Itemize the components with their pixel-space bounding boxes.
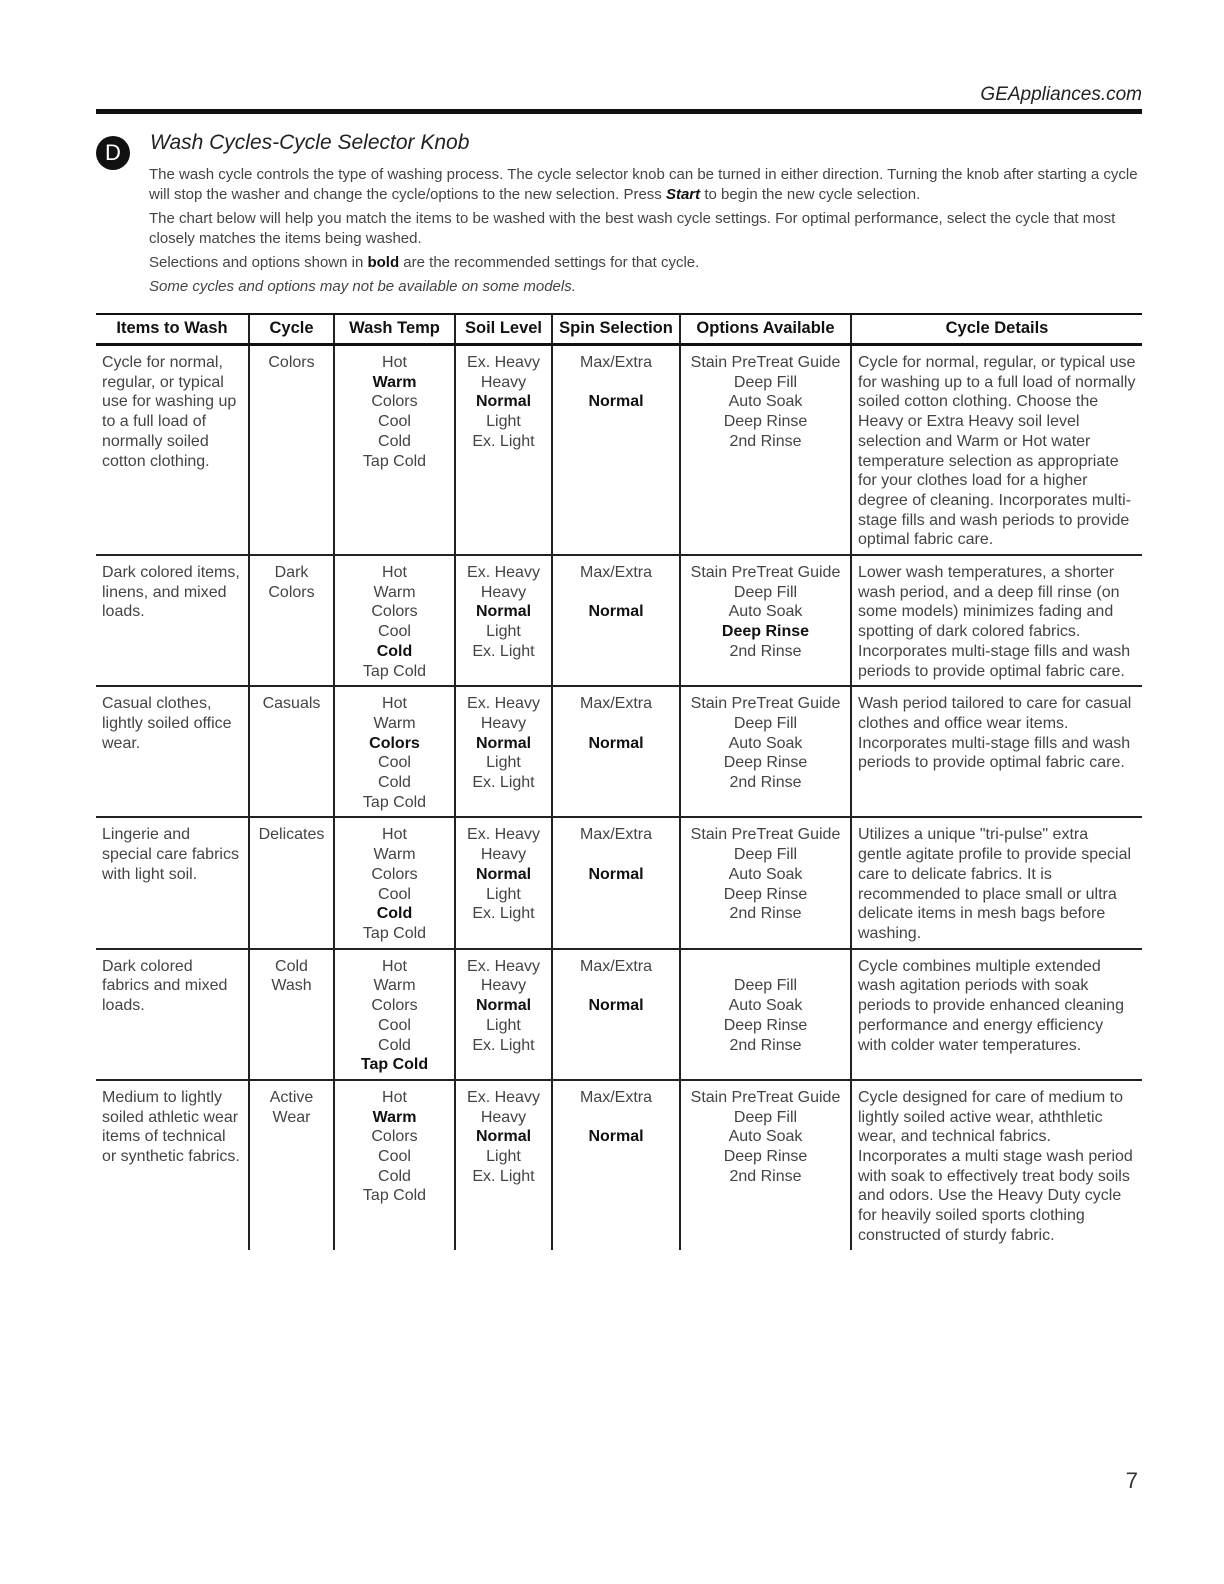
options-available-cell-value: Deep Rinse <box>723 754 808 772</box>
cycle-details-cell: Cycle combines multiple extended wash agitation periods with soak periods to provide enhanced cleaning performance and energy efficiency with colder water temperatures. <box>851 949 1142 1080</box>
cycle-details-cell: Cycle designed for care of medium to lightly soiled active wear, aththletic wear, and technical fabrics. Incorporates a multi stage wash period with soak to effectively treat body soils and odors. Use the Heavy Duty cycle for heavily soiled sports clothing constructed of sturdy fabric. <box>851 1080 1142 1250</box>
intro-paragraph-1 <box>149 165 1139 205</box>
soil-level-cell <box>455 817 552 948</box>
table-row <box>96 555 1142 686</box>
site-url: GEAppliances.com <box>980 84 1142 105</box>
options-available-cell-value: Deep Rinse <box>723 1148 808 1166</box>
cycle-name-cell: Active Wear <box>249 1080 334 1250</box>
table-row <box>96 1080 1142 1250</box>
spin-selection-cell-value <box>559 976 673 996</box>
options-available-cell-value: Stain PreTreat Guide <box>690 826 841 844</box>
spin-selection-cell-value: Normal <box>588 393 644 411</box>
wash-temp-cell-value: Tap Cold <box>362 662 427 680</box>
options-available-cell <box>680 345 851 556</box>
wash-temp-cell-value: Cool <box>378 885 411 903</box>
wash-cycle-table <box>96 313 1142 1250</box>
wash-temp-cell-value: Colors <box>371 1128 418 1146</box>
spin-selection-cell <box>552 949 680 1080</box>
items-to-wash-cell: Cycle for normal, regular, or typical use for washing up to a full load of normally soiled cotton clothing. <box>96 345 249 556</box>
spin-selection-cell-value: Max/Extra <box>579 354 652 371</box>
options-available-cell <box>680 1080 851 1250</box>
table-row <box>96 686 1142 817</box>
wash-temp-cell-value: Warm <box>373 977 416 995</box>
intro-1-text-end: to begin the new cycle selection. <box>700 186 921 203</box>
options-available-cell-value: 2nd Rinse <box>729 1167 802 1185</box>
intro-text <box>149 165 1139 301</box>
wash-temp-cell <box>334 555 455 686</box>
spin-selection-cell-value <box>559 583 673 603</box>
wash-temp-cell-value: Colors <box>371 393 418 411</box>
options-available-cell-value: Auto Soak <box>728 1128 803 1146</box>
soil-level-cell-value: Light <box>486 623 521 641</box>
soil-level-cell <box>455 345 552 556</box>
cycle-details-cell: Lower wash temperatures, a shorter wash period, and a deep fill rinse (on some models) minimizes fading and spotting of dark colored fabrics. Incorporates multi-stage fills and wash periods to provide optimal fabric care. <box>851 555 1142 686</box>
spin-selection-cell <box>552 345 680 556</box>
options-available-cell <box>680 686 851 817</box>
soil-level-cell-value: Heavy <box>480 846 527 864</box>
intro-paragraph-3 <box>149 253 1139 273</box>
wash-temp-cell-value: Cold <box>378 1036 411 1054</box>
table-row <box>96 345 1142 556</box>
spin-selection-cell-value <box>559 1108 673 1128</box>
wash-temp-cell-value: Warm <box>373 714 416 732</box>
items-to-wash-cell: Lingerie and special care fabrics with light soil. <box>96 817 249 948</box>
soil-level-cell <box>455 555 552 686</box>
header-cycle-details: Cycle Details <box>851 314 1142 345</box>
header-spin-selection: Spin Selection <box>552 314 680 345</box>
cycle-name-cell: Colors <box>249 345 334 556</box>
spin-selection-cell-value: Max/Extra <box>579 826 652 844</box>
soil-level-cell-value: Ex. Heavy <box>467 826 540 844</box>
intro-paragraph-2: The chart below will help you match the items to be washed with the best wash cycle settings. For optimal performance, select the cycle that most closely matches the items being washed. <box>149 210 1116 247</box>
wash-temp-cell-value: Cold <box>376 642 413 660</box>
wash-temp-cell-value: Hot <box>382 354 407 371</box>
soil-level-cell-value: Ex. Light <box>472 1167 535 1185</box>
header-cycle: Cycle <box>249 314 334 345</box>
header-wash-temp: Wash Temp <box>334 314 455 345</box>
section-title: Wash Cycles-Cycle Selector Knob <box>150 131 470 154</box>
spin-selection-cell-value: Normal <box>588 734 644 752</box>
options-available-cell-value <box>687 957 844 977</box>
wash-temp-cell-value: Hot <box>382 564 407 582</box>
wash-temp-cell <box>334 345 455 556</box>
options-available-cell-value: Auto Soak <box>728 393 803 411</box>
wash-temp-cell-value: Warm <box>372 1108 417 1126</box>
options-available-cell-value: Auto Soak <box>728 865 803 883</box>
options-available-cell-value: Deep Fill <box>733 583 798 601</box>
soil-level-cell-value: Normal <box>475 393 532 411</box>
cycle-name-cell: Delicates <box>249 817 334 948</box>
table-row <box>96 949 1142 1080</box>
soil-level-cell-value: Ex. Light <box>472 774 535 792</box>
header-items-to-wash: Items to Wash <box>96 314 249 345</box>
soil-level-cell-value: Ex. Heavy <box>467 1088 540 1106</box>
spin-selection-cell <box>552 555 680 686</box>
wash-temp-cell-value: Tap Cold <box>362 924 427 942</box>
wash-temp-cell-value: Tap Cold <box>362 452 427 470</box>
soil-level-cell-value: Heavy <box>480 1108 527 1126</box>
availability-note: Some cycles and options may not be available on some models. <box>149 278 576 295</box>
wash-temp-cell-value: Cool <box>378 1016 411 1034</box>
wash-temp-cell-value: Tap Cold <box>360 1056 429 1074</box>
wash-temp-cell-value: Warm <box>373 583 416 601</box>
spin-selection-cell-value <box>559 373 673 393</box>
page-number: 7 <box>1125 1468 1138 1493</box>
wash-temp-cell-value: Cold <box>378 774 411 792</box>
soil-level-cell-value: Ex. Heavy <box>467 564 540 582</box>
options-available-cell-value: Stain PreTreat Guide <box>690 564 841 582</box>
soil-level-cell-value: Light <box>486 754 521 772</box>
soil-level-cell-value: Ex. Light <box>472 642 535 660</box>
options-available-cell-value: Deep Fill <box>733 977 798 995</box>
wash-temp-cell-value: Hot <box>382 826 407 844</box>
soil-level-cell-value: Heavy <box>480 373 527 391</box>
header-options-available: Options Available <box>680 314 851 345</box>
soil-level-cell <box>455 686 552 817</box>
options-available-cell-value: 2nd Rinse <box>729 774 802 792</box>
table-body <box>96 345 1142 1250</box>
items-to-wash-cell: Casual clothes, lightly soiled office wear. <box>96 686 249 817</box>
wash-temp-cell-value: Hot <box>382 695 407 713</box>
intro-3-text: Selections and options shown in <box>149 254 368 271</box>
soil-level-cell-value: Heavy <box>480 977 527 995</box>
items-to-wash-cell: Medium to lightly soiled athletic wear items of technical or synthetic fabrics. <box>102 1088 240 1166</box>
wash-temp-cell-value: Cool <box>378 754 411 772</box>
options-available-cell-value: Auto Soak <box>728 997 803 1015</box>
start-keyword: Start <box>665 186 701 203</box>
spin-selection-cell-value: Max/Extra <box>579 1088 652 1106</box>
soil-level-cell-value: Light <box>486 413 521 431</box>
soil-level-cell <box>455 949 552 1080</box>
header-soil-level: Soil Level <box>455 314 552 345</box>
soil-level-cell-value: Ex. Light <box>472 432 535 450</box>
wash-temp-cell-value: Cold <box>378 1167 411 1185</box>
intro-1-text: The wash cycle controls the type of washing process. The cycle selector knob can be turned in either direction. Turning the knob after starting a cycle will stop the washer and change the cycle/options to the new selection. Press <box>149 166 1138 203</box>
soil-level-cell-value: Ex. Light <box>472 905 535 923</box>
options-available-cell-value: Auto Soak <box>728 734 803 752</box>
header-rule <box>96 109 1142 114</box>
wash-temp-cell-value: Cold <box>376 905 413 923</box>
options-available-cell-value: Deep Fill <box>733 846 798 864</box>
soil-level-cell-value: Heavy <box>480 583 527 601</box>
soil-level-cell-value: Heavy <box>480 714 527 732</box>
options-available-cell-value: 2nd Rinse <box>729 432 802 450</box>
items-to-wash-cell: Dark colored fabrics and mixed loads. <box>96 949 249 1080</box>
spin-selection-cell-value: Max/Extra <box>579 564 652 582</box>
options-available-cell-value: Deep Rinse <box>723 885 808 903</box>
cycle-name-cell: Cold Wash <box>249 949 334 1080</box>
wash-temp-cell-value: Warm <box>373 846 416 864</box>
spin-selection-cell-value <box>559 845 673 865</box>
options-available-cell-value: 2nd Rinse <box>729 1036 802 1054</box>
table-header-row <box>96 314 1142 345</box>
options-available-cell-value: 2nd Rinse <box>729 905 802 923</box>
spin-selection-cell-value: Normal <box>588 997 644 1015</box>
spin-selection-cell <box>552 686 680 817</box>
soil-level-cell-value: Ex. Light <box>472 1036 535 1054</box>
soil-level-cell <box>455 1080 552 1250</box>
spin-selection-cell-value: Normal <box>588 603 644 621</box>
wash-temp-cell-value: Hot <box>382 1088 407 1106</box>
spin-selection-cell-value: Normal <box>588 865 644 883</box>
options-available-cell-value: Stain PreTreat Guide <box>690 695 841 713</box>
options-available-cell-value: Deep Fill <box>733 714 798 732</box>
spin-selection-cell-value: Max/Extra <box>579 957 652 975</box>
wash-temp-cell-value: Colors <box>371 603 418 621</box>
wash-temp-cell-value: Colors <box>371 997 418 1015</box>
options-available-cell-value: Deep Rinse <box>723 1016 808 1034</box>
options-available-cell-value: Stain PreTreat Guide <box>690 1088 841 1106</box>
soil-level-cell-value: Normal <box>475 734 532 752</box>
soil-level-cell-value: Ex. Heavy <box>467 695 540 713</box>
options-available-cell <box>680 817 851 948</box>
items-to-wash-cell: Dark colored items, linens, and mixed loads. <box>96 555 249 686</box>
wash-temp-cell-value: Cool <box>378 1148 411 1166</box>
wash-temp-cell-value: Cold <box>378 432 411 450</box>
wash-temp-cell-value: Colors <box>371 865 418 883</box>
options-available-cell <box>680 949 851 1080</box>
wash-temp-cell <box>334 949 455 1080</box>
soil-level-cell-value: Light <box>486 1016 521 1034</box>
options-available-cell-value: Deep Fill <box>733 1108 798 1126</box>
soil-level-cell-value: Ex. Heavy <box>467 957 540 975</box>
spin-selection-cell-value: Max/Extra <box>579 695 652 713</box>
wash-temp-cell-value: Warm <box>372 373 417 391</box>
cycle-name-cell: Dark Colors <box>249 555 334 686</box>
options-available-cell-value: 2nd Rinse <box>729 642 802 660</box>
spin-selection-cell-value <box>559 714 673 734</box>
soil-level-cell-value: Normal <box>475 997 532 1015</box>
cycle-details-cell: Utilizes a unique "tri-pulse" extra gentle agitate profile to provide special care to delicate fabrics. It is recommended to place small or ultra delicate items in mesh bags before washing. <box>851 817 1142 948</box>
bold-keyword: bold <box>367 254 400 271</box>
cycle-details-cell: Cycle for normal, regular, or typical use for washing up to a full load of normally soiled cotton clothing. Choose the Heavy or Extra Heavy soil level selection and Warm or Hot water temperature selection as appropriate for your clothes load for a higher degree of cleaning. Incorporates multi-stage fills and wash periods to provide optimal fabric care. <box>851 345 1142 556</box>
wash-temp-cell-value: Cool <box>378 623 411 641</box>
options-available-cell-value: Deep Fill <box>733 373 798 391</box>
wash-temp-cell-value: Hot <box>382 957 407 975</box>
soil-level-cell-value: Normal <box>475 1128 532 1146</box>
soil-level-cell-value: Normal <box>475 865 532 883</box>
options-available-cell-value: Deep Rinse <box>721 623 810 641</box>
wash-temp-cell <box>334 1080 455 1250</box>
cycle-details-cell: Wash period tailored to care for casual clothes and office wear items. Incorporates multi-stage fills and wash periods to provide optimal fabric care. <box>851 686 1142 817</box>
table-row <box>96 817 1142 948</box>
soil-level-cell-value: Ex. Heavy <box>467 354 540 371</box>
wash-temp-cell <box>334 817 455 948</box>
wash-temp-cell-value: Cool <box>378 413 411 431</box>
options-available-cell-value: Auto Soak <box>728 603 803 621</box>
options-available-cell <box>680 555 851 686</box>
spin-selection-cell <box>552 1080 680 1250</box>
wash-temp-cell-value: Colors <box>369 734 420 752</box>
soil-level-cell-value: Normal <box>475 603 532 621</box>
section-badge: D <box>96 136 130 170</box>
options-available-cell-value: Stain PreTreat Guide <box>690 354 841 371</box>
wash-temp-cell-value: Tap Cold <box>362 1187 427 1205</box>
options-available-cell-value: Deep Rinse <box>723 413 808 431</box>
soil-level-cell-value: Light <box>486 1148 521 1166</box>
soil-level-cell-value: Light <box>486 885 521 903</box>
wash-temp-cell-value: Tap Cold <box>362 793 427 811</box>
spin-selection-cell-value: Normal <box>588 1128 644 1146</box>
wash-temp-cell <box>334 686 455 817</box>
intro-3-text-end: are the recommended settings for that cycle. <box>399 254 700 271</box>
spin-selection-cell <box>552 817 680 948</box>
cycle-name-cell: Casuals <box>249 686 334 817</box>
